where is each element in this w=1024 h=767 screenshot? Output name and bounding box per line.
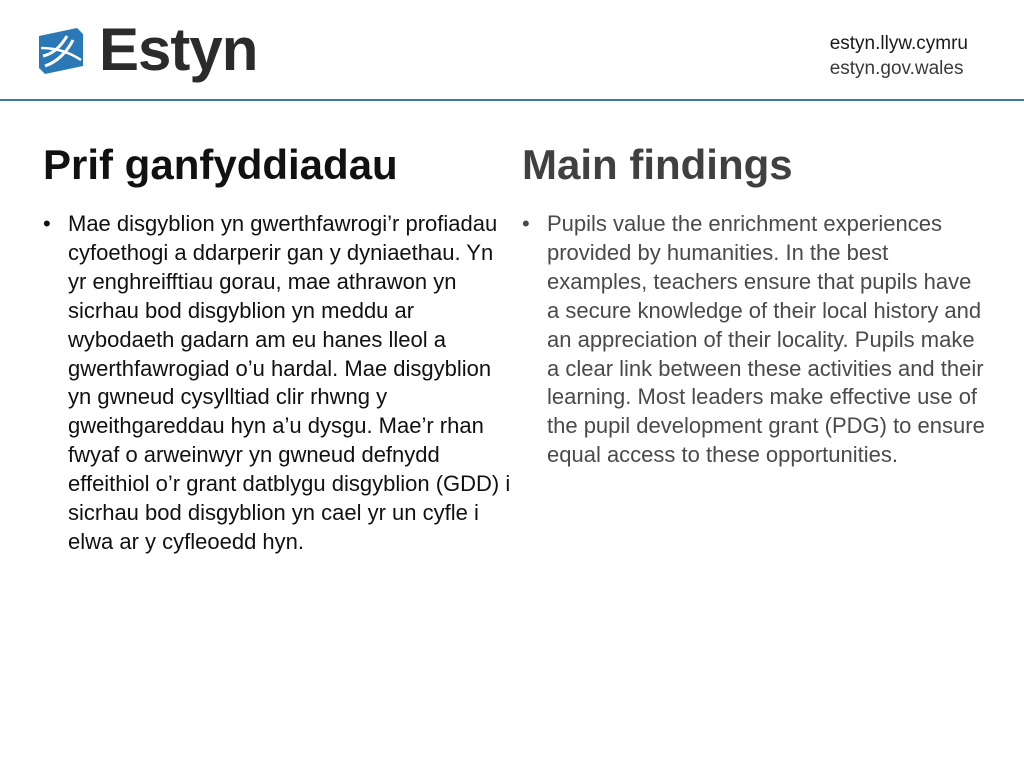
welsh-bullet-item: [43, 210, 513, 557]
welsh-column: [43, 140, 513, 557]
english-bullet-text: Pupils value the enrichment experiences provided by humanities. In the best examples, teachers ensure that pupils have a secure knowledge of their local history and an appreciation of their locality. Pupils make a clear link between these activities and their learning. Most leaders make effective use of the pupil development grant (PDG) to ensure equal access to these opportunities.: [547, 211, 985, 468]
site-links: [830, 31, 968, 81]
english-column: [522, 140, 992, 470]
header-divider: [0, 99, 1024, 101]
bullet-icon: •: [43, 211, 51, 236]
estyn-logo-icon: [37, 26, 85, 76]
english-bullet-item: [522, 210, 992, 470]
welsh-bullet-text: Mae disgyblion yn gwerthfawrogi’r profiadau cyfoethogi a ddarperir gan y dyniaethau. Yn yr enghreifftiau gorau, mae athrawon yn sicrhau bod disgyblion yn meddu ar wybodaeth gadarn am eu hanes lleol a gwerthfawrogiad o’u hardal. Mae disgyblion yn gwneud cysylltiad clir rhwng y gweithgareddau hyn a’u dysgu. Mae’r rhan fwyaf o arweinwyr yn gwneud defnydd effeithiol o’r grant datblygu disgyblion (GDD) i sicrhau bod disgyblion yn cael yr un cyfle i elwa ar y cyfleoedd hyn.: [68, 211, 511, 554]
estyn-logo[interactable]: [37, 16, 258, 83]
welsh-heading: Prif ganfyddiadau: [43, 141, 398, 188]
english-heading: Main findings: [522, 141, 793, 188]
page-header: [0, 0, 1024, 100]
bullet-icon: •: [522, 211, 530, 236]
english-site-link[interactable]: estyn.gov.wales: [829, 58, 964, 79]
welsh-site-link[interactable]: estyn.llyw.cymru: [829, 33, 968, 54]
logo-wordmark: Estyn: [99, 16, 258, 83]
